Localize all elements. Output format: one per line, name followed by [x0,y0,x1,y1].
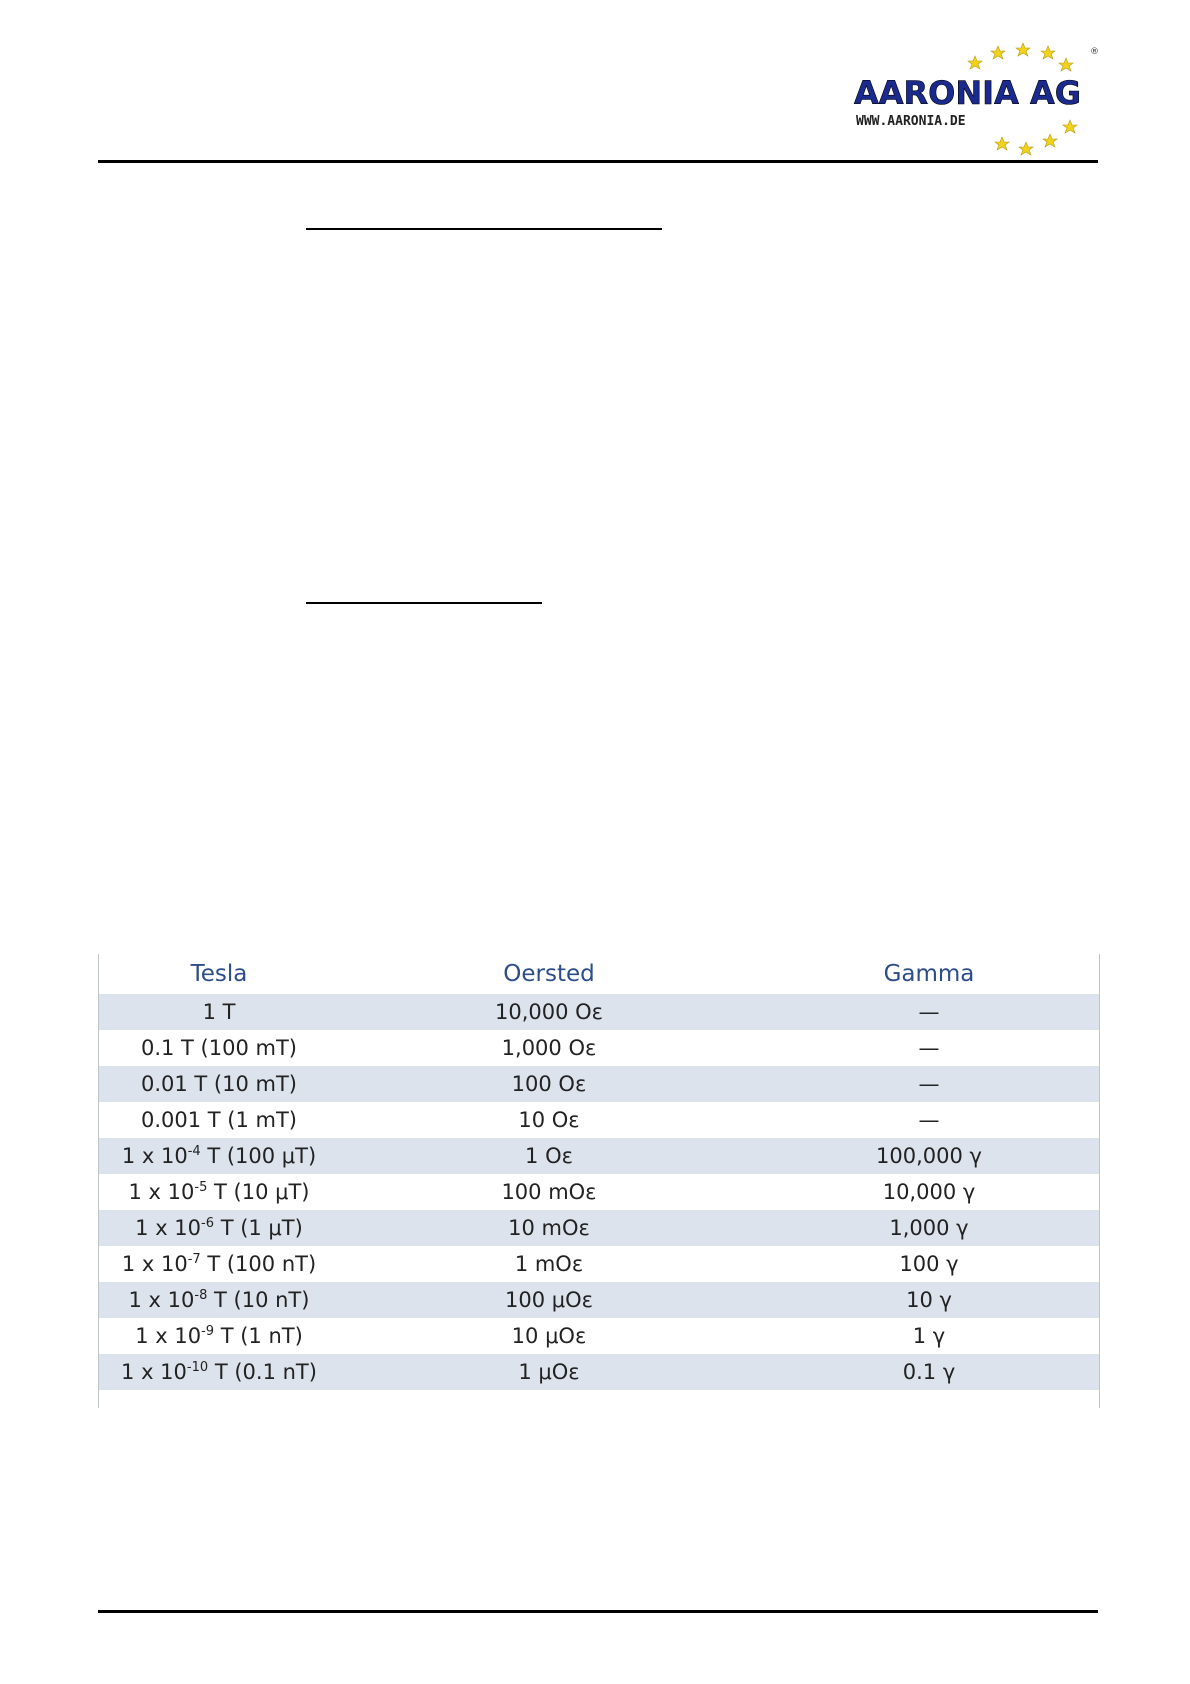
gamma-cell: — [759,1066,1099,1102]
table-row [99,1318,1099,1354]
table-row [99,1138,1099,1174]
oersted-cell: 10,000 Oε [339,994,759,1030]
table-row [99,1246,1099,1282]
tesla-cell: 0.01 T (10 mT) [99,1066,339,1102]
oersted-cell: 10 Oε [518,1108,580,1132]
gamma-cell: 100,000 γ [759,1138,1099,1174]
oersted-cell: 10 μOε [511,1324,587,1348]
oersted-cell: 10 mOε [339,1210,759,1246]
aaronia-logo [850,40,1100,160]
brand-url: WWW.AARONIA.DE [856,114,966,129]
table-row [99,994,1099,1030]
tesla-cell: 1 x $10^{-4}$ T (100 μT) [99,1138,339,1174]
table-row [99,1174,1099,1210]
gamma-cell: 1 γ [912,1324,946,1348]
oersted-cell: 100 Oε [339,1066,759,1102]
oersted-cell: 1 mOε [514,1252,584,1276]
table-header-row [99,954,1099,994]
tesla-cell: 1 x $10^{-7}$ T (100 nT) [121,1252,317,1276]
table-row [99,1066,1099,1102]
heading-underline-1 [306,228,662,230]
header-tesla: Tesla [99,954,339,994]
oersted-cell: 100 μOε [339,1282,759,1318]
tesla-cell: 1 x $10^{-6}$ T (1 μT) [99,1210,339,1246]
oersted-cell: 1 μOε [339,1354,759,1390]
gamma-cell: 100 γ [899,1252,959,1276]
tesla-cell: 1 x $10^{-10}$ T (0.1 nT) [99,1354,339,1390]
table-row [99,1030,1099,1066]
tesla-cell: 0.1 T (100 mT) [140,1036,297,1060]
header-gamma: Gamma [759,954,1099,994]
tesla-cell: 1 x $10^{-8}$ T (10 nT) [99,1282,339,1318]
table-row [99,1102,1099,1138]
gamma-cell: 10,000 γ [882,1180,976,1204]
oersted-cell: 1 Oε [339,1138,759,1174]
gamma-cell: — [759,994,1099,1030]
tesla-cell: 1 T [99,994,339,1030]
footer-rule [98,1610,1098,1613]
header-oersted: Oersted [339,954,759,994]
tesla-cell: 1 x $10^{-5}$ T (10 μT) [128,1180,310,1204]
tesla-cell: 0.001 T (1 mT) [140,1108,297,1132]
gamma-cell: 10 γ [759,1282,1099,1318]
oersted-cell: 100 mOε [501,1180,597,1204]
gamma-cell: — [918,1108,940,1132]
gamma-cell: — [918,1036,940,1060]
brand-text: AARONIA AG [854,74,1081,112]
header-rule [98,160,1098,163]
heading-underline-2 [306,602,542,604]
table-row [99,1282,1099,1318]
gamma-cell: 0.1 γ [759,1354,1099,1390]
gamma-cell: 1,000 γ [759,1210,1099,1246]
table-row [99,1354,1099,1390]
oersted-cell: 1,000 Oε [501,1036,597,1060]
table-row [99,1210,1099,1246]
conversion-table [98,954,1100,1408]
registered-mark: ® [1090,47,1099,57]
tesla-cell: 1 x $10^{-9}$ T (1 nT) [135,1324,303,1348]
